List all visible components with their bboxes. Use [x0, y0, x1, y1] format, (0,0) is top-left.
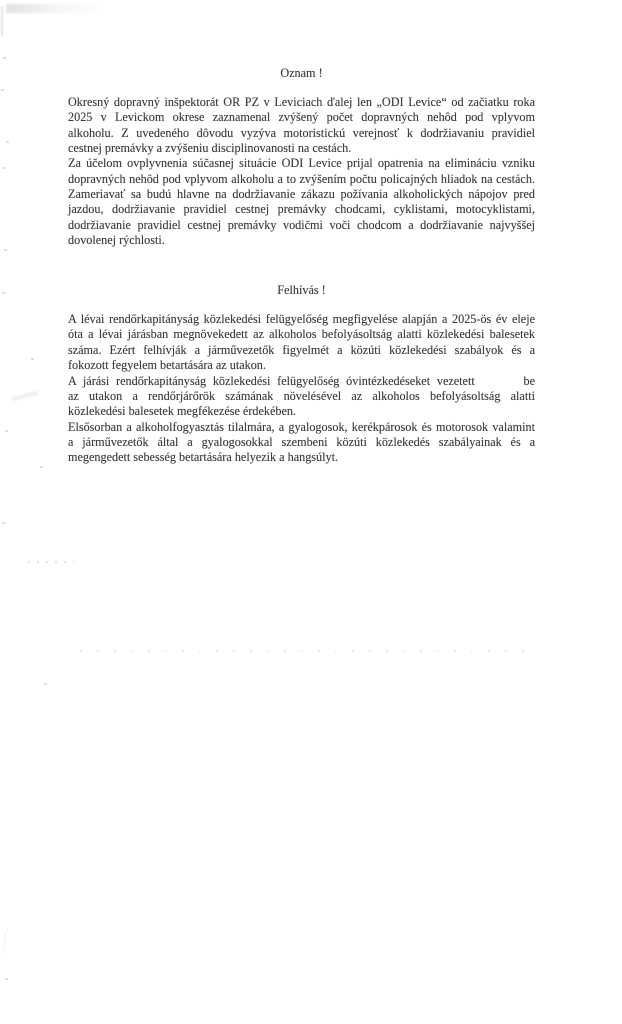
- paragraph-hungarian-1: [68, 312, 535, 373]
- scan-artifact-speck: [4, 249, 7, 251]
- scan-artifact-speck: [2, 292, 5, 294]
- scan-artifact-dashes: [80, 650, 535, 652]
- text-line: Za účelom ovplyvnenia súčasnej situácie ODI Levice prijal opatrenia na elimináciu vzniku: [68, 156, 535, 171]
- scan-artifact-speck: [2, 522, 5, 524]
- scan-artifact-curve: [2, 925, 16, 956]
- text-line: száma. Ezért felhívják a járművezetők figyelmét a közúti közlekedési szabályok és a: [68, 342, 535, 357]
- scan-artifact-dashes: [28, 561, 74, 563]
- scan-artifact-speck: [40, 466, 43, 468]
- text-line: alkoholu. Z uvedeného dôvodu vyzýva motoristickú verejnosť k dodržiavaniu pravidiel: [68, 125, 535, 140]
- scan-artifact-smudge: [6, 4, 108, 13]
- text-line: Zameriavať sa budú hlavne na dodržiavanie zákazu požívania alkoholických nápojov pred: [68, 186, 535, 201]
- text-line: a járművezetők által a gyalogosokkal szembeni közúti közlekedés szabályainak és a: [68, 434, 535, 449]
- text-line: dovolenej rýchlosti.: [68, 232, 165, 247]
- scan-artifact-tick: [1, 6, 3, 36]
- paragraph-slovak-2: [68, 156, 535, 248]
- document-text-column: [68, 66, 535, 466]
- text-line: megengedett sebesség betartására helyezik a hangsúlyt.: [68, 450, 339, 465]
- text-line: A lévai rendőrkapitányság közlekedési felügyelőség megfigyelése alapján a 2025-ös év eleje: [68, 312, 535, 327]
- text-line: az utakon a rendőrjárőrök számának növelésével az alkoholos befolyásoltság alatti: [68, 388, 535, 403]
- text-line: A járási rendőrkapitányság közlekedési felügyelőség óvintézkedéseket vezetett be: [68, 373, 535, 388]
- text-line: óta a lévai járásban megnövekedett az alkoholos befolyásoltság alatti közlekedési balesetek: [68, 327, 535, 342]
- text-line: 2025 v Levickom okrese zaznamenal zvýšený počet dopravných nehôd pod vplyvom: [68, 110, 535, 125]
- text-line: fokozott fegyelem betartására az utakon.: [68, 358, 266, 373]
- text-line: jazdou, dodržiavanie pravidiel cestnej premávky chodcami, cyklistami, motocyklistami,: [68, 202, 535, 217]
- scan-artifact-speck: [5, 430, 8, 432]
- text-line: dopravných nehôd pod vplyvom alkoholu a to zvýšením počtu policajných hliadok na cestách.: [68, 171, 535, 186]
- text-line: dodržiavanie pravidiel cestnej premávky vodičmi voči chodcom a dodržiavanie najvyššej: [68, 217, 535, 232]
- text-line: közlekedési balesetek megfékezése érdekében.: [68, 404, 297, 419]
- section-heading-oznam: Oznam !: [280, 66, 323, 80]
- paragraph-slovak-1: [68, 95, 535, 156]
- scan-artifact-speck: [44, 683, 47, 685]
- scan-artifact-speck: [2, 167, 5, 169]
- scan-artifact-speck: [1, 89, 4, 91]
- scan-artifact-smear: [12, 391, 38, 401]
- section-heading-felhivas: Felhívás !: [277, 283, 326, 298]
- scan-artifact-speck: [6, 141, 9, 143]
- text-line: Elsősorban a alkoholfogyasztás tilalmára, a gyalogosok, kerékpárosok és motorosok valamint: [68, 419, 535, 434]
- text-line: cestnej premávky a zvýšeniu disciplinovanosti na cestách.: [68, 140, 352, 155]
- scan-artifact-speck: [3, 57, 6, 59]
- scan-artifact-speck: [5, 978, 8, 980]
- text-line: Okresný dopravný inšpektorát OR PZ v Leviciach ďalej len „ODI Levice“ od začiatku roka: [68, 94, 535, 109]
- scan-artifact-speck: [31, 358, 34, 360]
- paragraph-hungarian-3: [68, 420, 535, 466]
- paragraph-hungarian-2: [68, 374, 535, 420]
